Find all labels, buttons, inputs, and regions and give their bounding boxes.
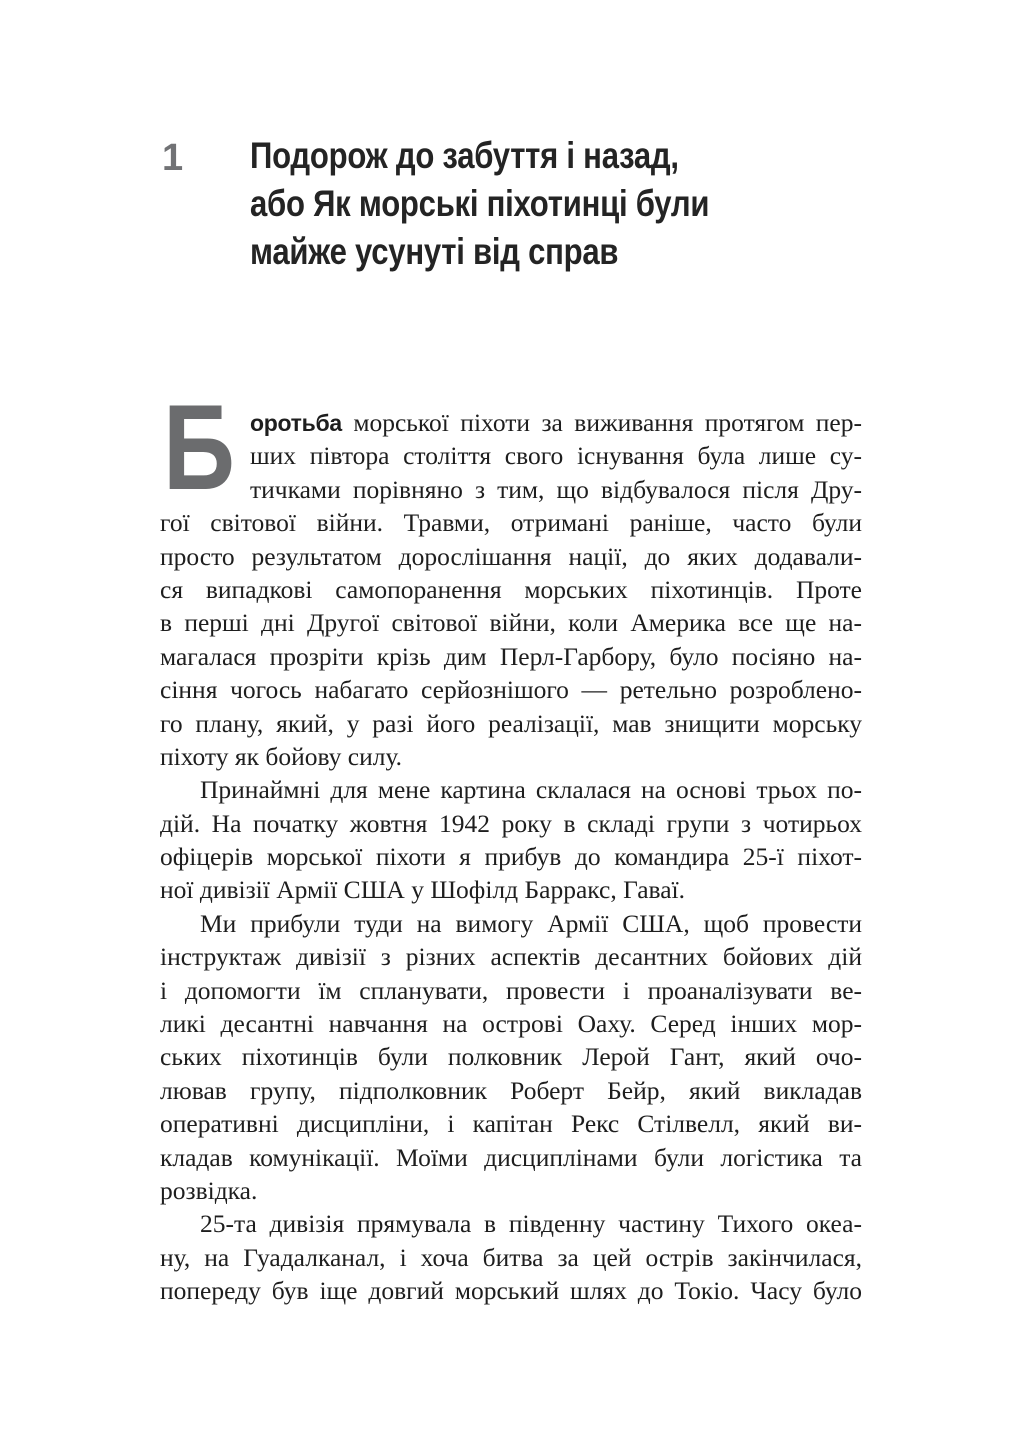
text-line: просто результатом дорослішання нації, до яких додавали- <box>160 541 862 571</box>
text-line: 25-та дивізія прямувала в південну частину Тихого океа- <box>200 1209 862 1239</box>
text-line: оротьба морської піхоти за виживання протягом пер- <box>250 408 862 437</box>
text-line: ських піхотинців були полковник Лерой Гант, який очо- <box>160 1042 862 1072</box>
text-line: і допомогти їм спланувати, провести і проаналізувати ве- <box>160 975 862 1005</box>
chapter-title-line: Подорож до забуття і назад, <box>250 135 679 176</box>
text-line: гої світової війни. Травми, отримані раніше, часто були <box>160 508 862 538</box>
text-line: го плану, який, у разі його реалізації, мав знищити морську <box>160 708 862 738</box>
text-line: ликі десантні навчання на острові Оаху. Серед інших мор- <box>160 1009 862 1039</box>
text-line: оперативні дисципліни, і капітан Рекс Стілвелл, який ви- <box>160 1109 862 1139</box>
text-line: ся випадкові самопоранення морських піхотинців. Проте <box>160 574 862 604</box>
text-line: піхоту як бойову силу. <box>160 741 403 771</box>
chapter-number: 1 <box>162 137 183 179</box>
text-line: інструктаж дивізії з різних аспектів десантних бойових дій <box>160 942 862 972</box>
text-line: ну, на Гуадалканал, і хоча битва за цей острів закінчилася, <box>160 1242 862 1272</box>
text-line: ної дивізії Армії США у Шофілд Барракс, Гаваї. <box>160 875 685 905</box>
chapter-title <box>250 132 709 276</box>
text-line: розвідка. <box>160 1175 258 1205</box>
text-line: кладав комунікації. Моїми дисциплінами були логістика та <box>160 1142 862 1172</box>
text-line: в перші дні Другої світової війни, коли Америка все ще на- <box>160 608 862 638</box>
text-line: Ми прибули туди на вимогу Армії США, щоб провести <box>200 908 862 938</box>
chapter-title-line: або Як морські піхотинці були <box>250 183 710 224</box>
paragraph-lead-word: оротьба <box>250 410 342 436</box>
text-line: офіцерів морської піхоти я прибув до командира 25-ї піхот- <box>160 842 862 872</box>
text-line: тичками порівняно з тим, що відбувалося після Дру- <box>250 474 862 504</box>
text-line: лював групу, підполковник Роберт Бейр, який викладав <box>160 1075 862 1105</box>
text-line: дій. На початку жовтня 1942 року в складі групи з чотирьох <box>160 808 862 838</box>
text-line: попереду був іще довгий морський шлях до Токіо. Часу було <box>160 1276 862 1306</box>
chapter-title-line: майже усунуті від справ <box>250 231 619 272</box>
text-line: Принаймні для мене картина склалася на основі трьох по- <box>200 775 862 805</box>
text-line: магалася прозріти крізь дим Перл-Гарбору, було посіяно на- <box>160 641 862 671</box>
body-text <box>160 406 862 1308</box>
dropcap-letter: Б <box>163 379 235 515</box>
text-line: сіння чогось набагато серйознішого — ретельно розроблено- <box>160 675 862 705</box>
text-line: ших півтора століття свого існування була лише су- <box>250 441 862 471</box>
